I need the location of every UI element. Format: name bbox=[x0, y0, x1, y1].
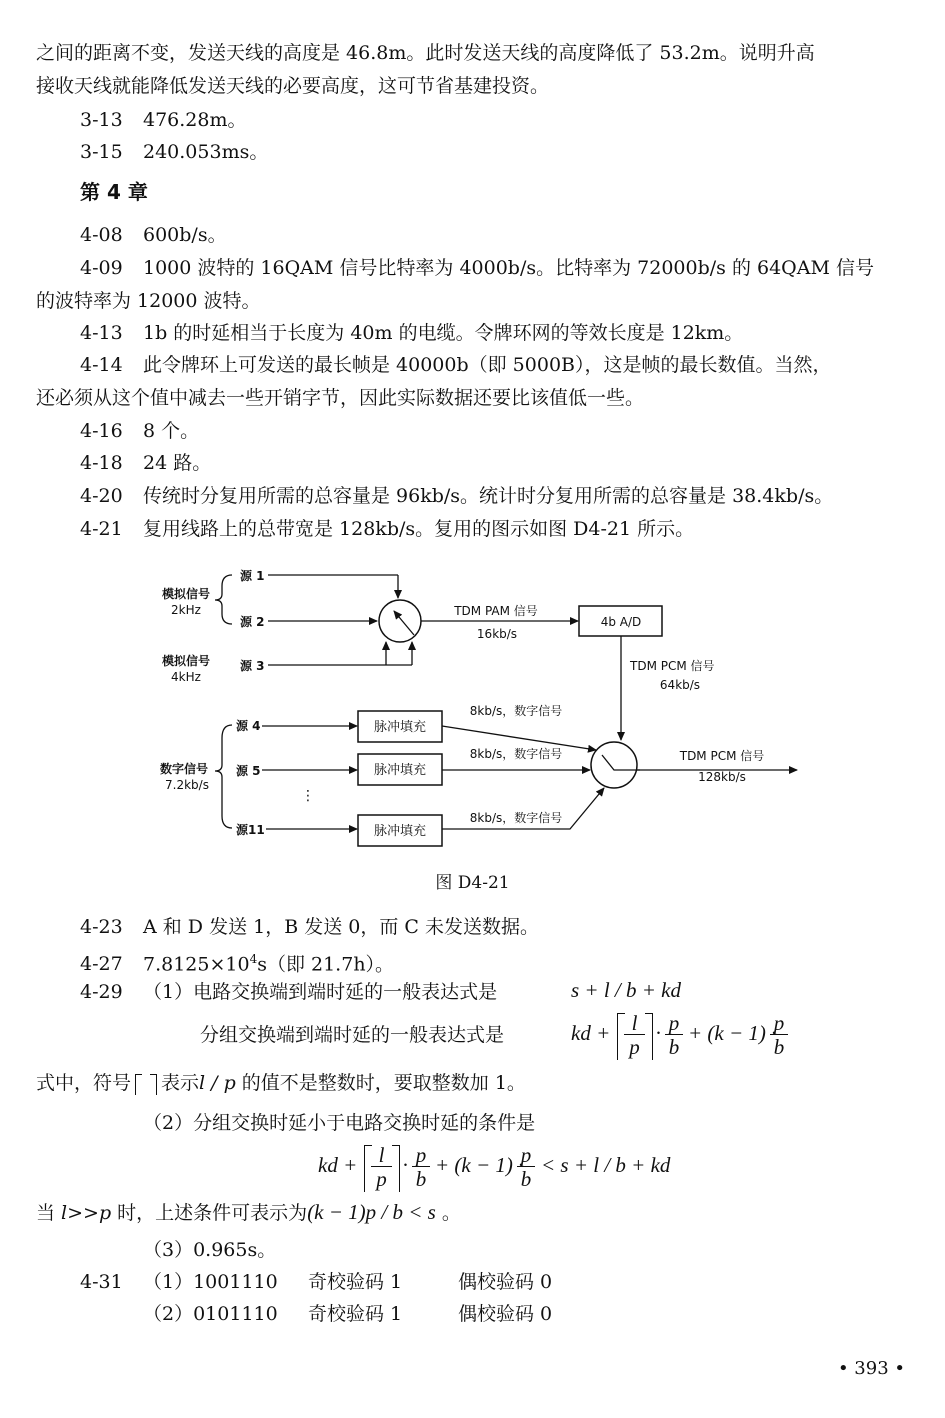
answer-4-14-continued: 还必须从这个值中减去一些开销字节，因此实际数据还要比该值低一些。 bbox=[36, 387, 645, 409]
exponent: 4 bbox=[249, 952, 258, 966]
condition-simplified: 当 l>>p 时，上述条件可表示为(k − 1)p / b < s 。 bbox=[36, 1200, 461, 1224]
answer-text: 1b 的时延相当于长度为 40m 的电缆。令牌环网的等效长度是 12km。 bbox=[143, 322, 744, 344]
answer-text: 8 个。 bbox=[143, 420, 200, 442]
answer-4-08 bbox=[80, 222, 227, 248]
answer-number: 3-13 bbox=[80, 109, 123, 131]
answer-text: 此令牌环上可发送的最长帧是 40000b（即 5000B），这是帧的最长数值。当然， bbox=[143, 354, 832, 376]
formula-term: kd + bbox=[318, 1153, 358, 1177]
formula-term: + (k − 1) · bbox=[688, 1021, 777, 1045]
answer-4-18 bbox=[80, 450, 211, 476]
even-parity: 偶校验码 0 bbox=[458, 1271, 553, 1293]
answer-text: 复用线路上的总带宽是 128kb/s。复用的图示如图 D4-21 所示。 bbox=[143, 518, 695, 540]
ad-converter-label: 4b A/D bbox=[600, 615, 642, 629]
answer-text: （1）电路交换端到端时延的一般表达式是 bbox=[143, 981, 498, 1003]
answer-text: 24 路。 bbox=[143, 452, 212, 474]
digital-rate: 7.2kb/s bbox=[165, 778, 209, 792]
answer-4-31-row2 bbox=[143, 1301, 552, 1327]
paragraph-line: 之间的距离不变，发送天线的高度是 46.8m。此时发送天线的高度降低了 53.2m。说明升高 bbox=[36, 42, 815, 64]
answer-text: 600b/s。 bbox=[143, 224, 227, 246]
answer-4-21 bbox=[80, 516, 694, 542]
paragraph-line: 接收天线就能降低发送天线的必要高度，这可节省基建投资。 bbox=[36, 75, 550, 97]
answer-number: 4-27 bbox=[80, 953, 123, 976]
figure-caption: 图 D4-21 bbox=[435, 873, 510, 893]
formula-term: < s + l / b + kd bbox=[541, 1153, 671, 1177]
answer-4-14 bbox=[80, 352, 832, 378]
answer-text: 1000 波特的 16QAM 信号比特率为 4000b/s。比特率为 72000b/s 的 64QAM 信号 bbox=[143, 257, 874, 279]
formula-dot: · bbox=[655, 1021, 662, 1045]
answer-4-09 bbox=[80, 255, 874, 281]
output-label: TDM PCM 信号 bbox=[679, 749, 765, 763]
answer-number: 4-08 bbox=[80, 224, 123, 246]
fraction-p-over-b: $\frac{p}{b}$ bbox=[517, 1144, 535, 1191]
pcm-label: TDM PCM 信号 bbox=[630, 659, 715, 673]
answer-3-13 bbox=[80, 107, 247, 133]
packet-delay-text: 分组交换端到端时延的一般表达式是 bbox=[200, 1024, 505, 1046]
pulse-stuffing-label-1: 脉冲填充 bbox=[373, 720, 427, 735]
output-rate: 128kb/s bbox=[698, 770, 746, 784]
answer-4-27 bbox=[80, 946, 394, 977]
fraction-l-over-p: $\frac{l}{p}$ bbox=[371, 1144, 392, 1191]
brace bbox=[215, 575, 232, 624]
source-3-label: 源 3 bbox=[240, 659, 265, 673]
fraction-p-over-b: $\frac{p}{b}$ bbox=[412, 1144, 430, 1191]
ceiling-bracket-right bbox=[392, 1145, 400, 1192]
source-11-label: 源11 bbox=[236, 823, 265, 837]
even-parity: 偶校验码 0 bbox=[458, 1303, 553, 1325]
answer-text: 240.053ms。 bbox=[143, 141, 269, 163]
answer-4-13 bbox=[80, 320, 743, 346]
pam-rate: 16kb/s bbox=[476, 627, 518, 641]
pcm-rate: 64kb/s bbox=[659, 678, 701, 692]
pam-label: TDM PAM 信号 bbox=[454, 604, 538, 618]
fraction-l-over-p: $\frac{l}{p}$ bbox=[624, 1012, 645, 1059]
chapter-heading: 第 4 章 bbox=[80, 180, 148, 204]
answer-4-23 bbox=[80, 914, 539, 940]
analog-commutator bbox=[379, 600, 421, 642]
analog-frequency-2: 4kHz bbox=[171, 670, 201, 684]
formula-note: 式中，符号 表示l / p 的值不是整数时，要取整数加 1。 bbox=[36, 1072, 526, 1094]
ellipsis-dots: ⋮ bbox=[301, 788, 315, 804]
answer-text: 传统时分复用所需的总容量是 96kb/s。统计时分复用所需的总容量是 38.4kb/s。 bbox=[143, 485, 834, 507]
digital-input-label-3: 8kb/s，数字信号 bbox=[469, 811, 563, 825]
answer-3-15 bbox=[80, 139, 268, 165]
answer-number: 4-14 bbox=[80, 354, 123, 376]
answer-4-29 bbox=[80, 979, 497, 1005]
answer-4-09-continued: 的波特率为 12000 波特。 bbox=[36, 290, 261, 312]
answer-4-16 bbox=[80, 418, 199, 444]
digital-signal-label: 数字信号 bbox=[159, 762, 209, 776]
digital-input-label-2: 8kb/s，数字信号 bbox=[469, 747, 563, 761]
source-5-label: 源 5 bbox=[236, 764, 261, 778]
answer-4-29-part3: （3）0.965s。 bbox=[143, 1239, 277, 1261]
answer-number: 4-23 bbox=[80, 916, 123, 938]
answer-4-31-row1 bbox=[80, 1269, 552, 1295]
analog-frequency: 2kHz bbox=[171, 603, 201, 617]
pulse-stuffing-label-2: 脉冲填充 bbox=[373, 763, 427, 778]
odd-parity: 奇校验码 1 bbox=[308, 1303, 403, 1325]
parity-code: （1）1001110 bbox=[143, 1271, 278, 1293]
pulse-stuffing-label-3: 脉冲填充 bbox=[373, 824, 427, 839]
answer-number: 4-13 bbox=[80, 322, 123, 344]
circuit-delay-formula: s + l / b + kd bbox=[571, 978, 682, 1002]
answer-number: 4-18 bbox=[80, 452, 123, 474]
ceiling-symbol bbox=[131, 1074, 161, 1094]
formula-term: + (k − 1) · bbox=[435, 1153, 524, 1177]
parity-code: （2）0101110 bbox=[143, 1303, 278, 1325]
digital-commutator bbox=[591, 742, 637, 788]
answer-number: 4-31 bbox=[80, 1271, 123, 1293]
digital-input-label-1: 8kb/s，数字信号 bbox=[469, 704, 563, 718]
answer-4-20 bbox=[80, 483, 833, 509]
answer-text: A 和 D 发送 1，B 发送 0，而 C 未发送数据。 bbox=[143, 916, 539, 938]
source-1-label: 源 1 bbox=[240, 569, 265, 583]
answer-number: 4-16 bbox=[80, 420, 123, 442]
answer-text: 476.28m。 bbox=[143, 109, 247, 131]
formula-dot: · bbox=[402, 1153, 409, 1177]
answer-number: 4-29 bbox=[80, 981, 123, 1003]
answer-4-29-part2: （2）分组交换时延小于电路交换时延的条件是 bbox=[143, 1112, 536, 1134]
page-number: • 393 • bbox=[837, 1358, 905, 1379]
answer-number: 4-09 bbox=[80, 257, 123, 279]
analog-signal-label-2: 模拟信号 bbox=[161, 654, 211, 668]
answer-text: s（即 21.7h）。 bbox=[257, 953, 395, 976]
answer-number: 4-21 bbox=[80, 518, 123, 540]
fraction-p-over-b: $\frac{p}{b}$ bbox=[665, 1012, 683, 1059]
analog-signal-label: 模拟信号 bbox=[161, 587, 211, 601]
source-4-label: 源 4 bbox=[236, 719, 261, 733]
brace-2 bbox=[215, 725, 232, 828]
ceiling-bracket-right bbox=[645, 1013, 653, 1060]
answer-number: 4-20 bbox=[80, 485, 123, 507]
multiplexing-diagram bbox=[0, 560, 945, 860]
formula-term: kd + bbox=[571, 1021, 611, 1045]
source-2-label: 源 2 bbox=[240, 615, 265, 629]
answer-number: 3-15 bbox=[80, 141, 123, 163]
fraction-p-over-b: $\frac{p}{b}$ bbox=[770, 1012, 788, 1059]
answer-text: 7.8125×10 bbox=[143, 953, 250, 976]
odd-parity: 奇校验码 1 bbox=[308, 1271, 403, 1293]
